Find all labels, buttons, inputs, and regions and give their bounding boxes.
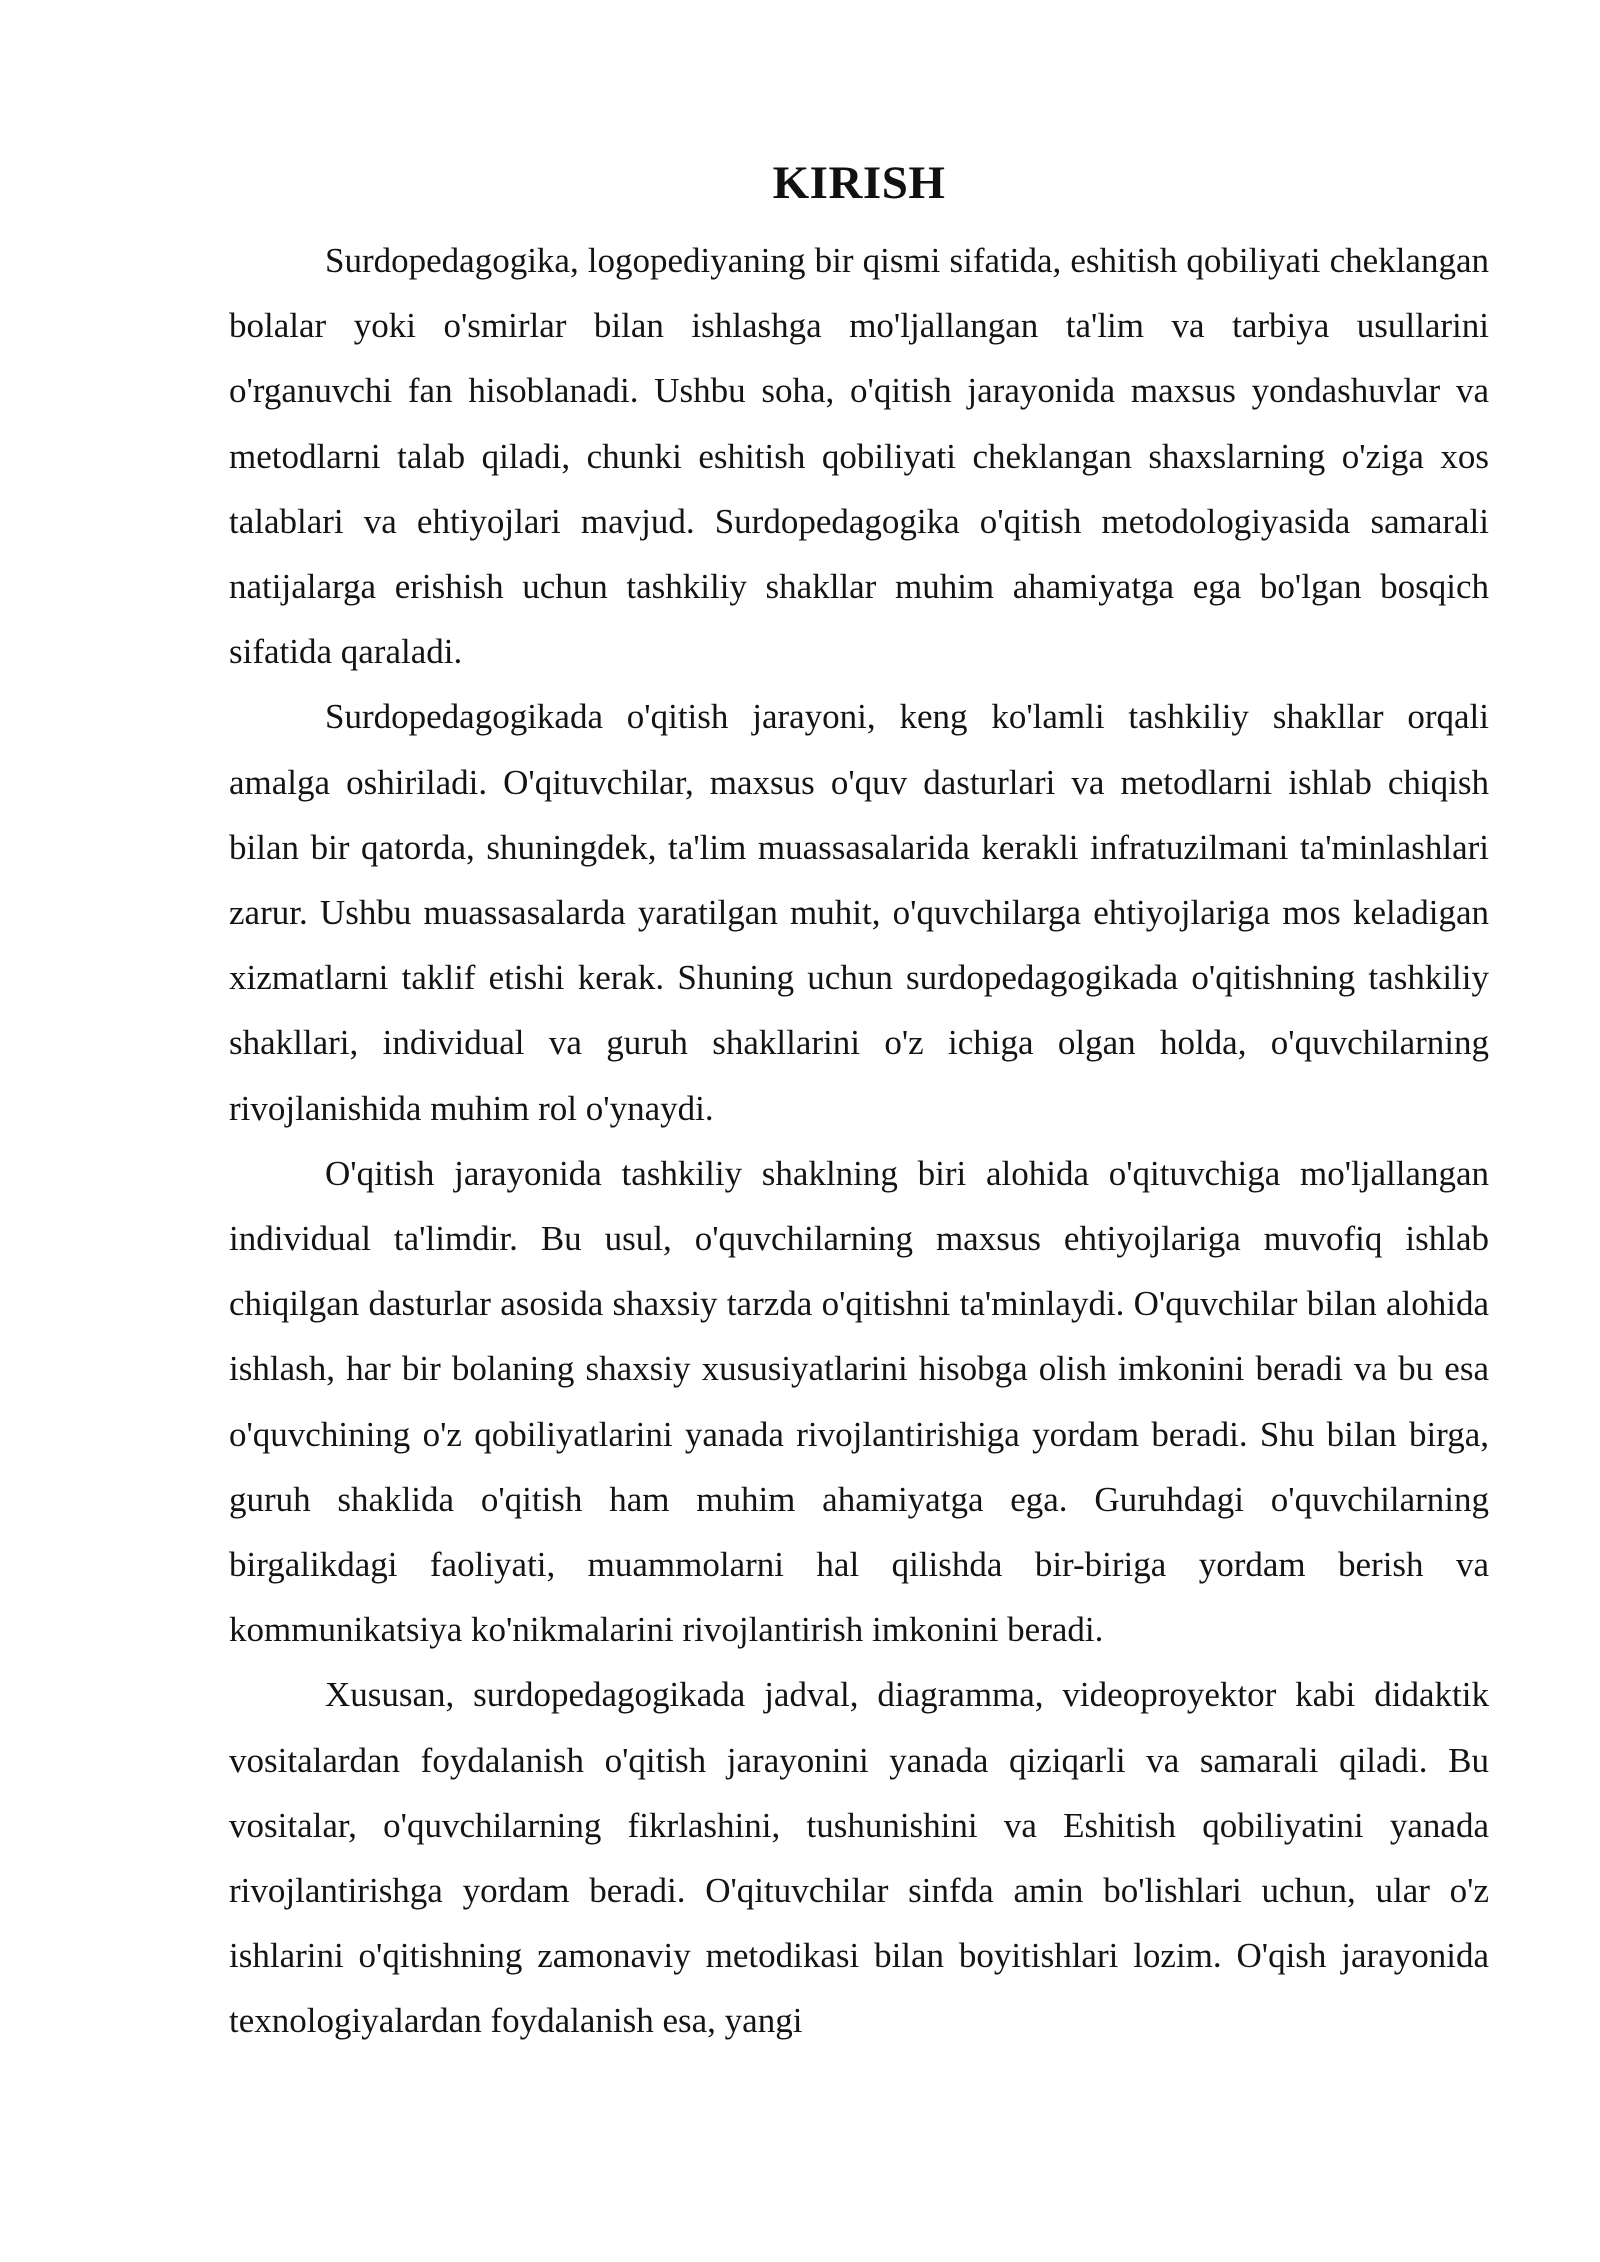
document-body xyxy=(229,228,1489,2054)
paragraph-3: O'qitish jarayonida tashkiliy shaklning biri alohida o'qituvchiga mo'ljallangan individual ta'limdir. Bu usul, o'quvchilarning maxsus ehtiyojlariga muvofiq ishlab chiqilgan dasturlar asosida shaxsiy tarzda o'qitishni ta'minlaydi. O'quvchilar bilan alohida ishlash, har bir bolaning shaxsiy xususiyatlarini hisobga olish imkonini beradi va bu esa o'quvchining o'z qobiliyatlarini yanada rivojlantirishiga yordam beradi. Shu bilan birga, guruh shaklida o'qitish ham muhim ahamiyatga ega. Guruhdagi o'quvchilarning birgalikdagi faoliyati, muammolarni hal qilishda bir-biriga yordam berish va kommunikatsiya ko'nikmalarini rivojlantirish imkonini beradi. xyxy=(229,1153,1489,1650)
paragraph-1: Surdopedagogika, logopediyaning bir qismi sifatida, eshitish qobiliyati cheklangan bolalar yoki o'smirlar bilan ishlashga mo'ljallangan ta'lim va tarbiya usullarini o'rganuvchi fan hisoblanadi. Ushbu soha, o'qitish jarayonida maxsus yondashuvlar va metodlarni talab qiladi, chunki eshitish qobiliyati cheklangan shaxslarning o'ziga xos talablari va ehtiyojlari mavjud. Surdopedagogika o'qitish metodologiyasida samarali natijalarga erishish uchun tashkiliy shakllar muhim ahamiyatga ega bo'lgan bosqich sifatida qaraladi. xyxy=(229,241,1489,672)
paragraph-4: Xususan, surdopedagogikada jadval, diagramma, videoproyektor kabi didaktik vositalardan foydalanish o'qitish jarayonini yanada qiziqarli va samarali qiladi. Bu vositalar, o'quvchilarning fikrlashini, tushunishini va Eshitish qobiliyatini yanada rivojlantirishga yordam beradi. O'qituvchilar sinfda amin bo'lishlari uchun, ular o'z ishlarini o'qitishning zamonaviy metodikasi bilan boyitishlari lozim. O'qish jarayonida texnologiyalardan foydalanish esa, yangi xyxy=(229,1675,1489,2041)
document-title: KIRISH xyxy=(772,157,946,209)
paragraph-2: Surdopedagogikada o'qitish jarayoni, keng ko'lamli tashkiliy shakllar orqali amalga oshiriladi. O'qituvchilar, maxsus o'quv dasturlari va metodlarni ishlab chiqish bilan bir qatorda, shuningdek, ta'lim muassasalarida kerakli infratuzilmani ta'minlashlari zarur. Ushbu muassasalarda yaratilgan muhit, o'quvchilarga ehtiyojlariga mos keladigan xizmatlarni taklif etishi kerak. Shuning uchun surdopedagogikada o'qitishning tashkiliy shakllari, individual va guruh shakllarini o'z ichiga olgan holda, o'quvchilarning rivojlanishida muhim rol o'ynaydi. xyxy=(229,697,1489,1128)
